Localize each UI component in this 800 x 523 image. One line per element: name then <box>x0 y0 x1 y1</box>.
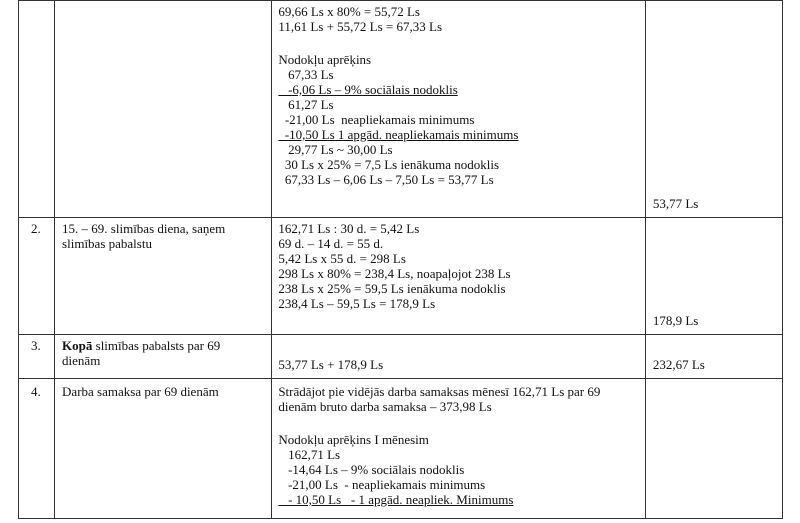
row-calculation-cell <box>272 379 645 519</box>
row-number-cell <box>19 379 55 519</box>
row-number: 3. <box>31 338 41 353</box>
calc-line: 238 Ls x 25% = 59,5 Ls ienākuma nodoklis <box>278 281 506 296</box>
calc-line: 67,33 Ls – 6,06 Ls – 7,50 Ls = 53,77 Ls <box>278 172 494 187</box>
calc-line <box>278 34 644 49</box>
row-number: 2. <box>31 221 41 236</box>
row-calculation-cell <box>272 1 645 218</box>
row-description-cell <box>55 335 272 379</box>
row-number-cell <box>19 335 55 379</box>
table-row <box>19 1 783 218</box>
calc-line: 162,71 Ls <box>278 447 341 462</box>
result-value: 178,9 Ls <box>652 313 699 328</box>
calc-line: -10,50 Ls 1 apgād. neapliekamais minimums <box>278 127 519 142</box>
calc-line: -14,64 Ls – 9% sociālais nodoklis <box>278 462 465 477</box>
row-result-cell <box>645 218 782 335</box>
calc-line: 238,4 Ls – 59,5 Ls = 178,9 Ls <box>278 296 436 311</box>
calc-line: 53,77 Ls + 178,9 Ls <box>278 357 384 372</box>
calc-line <box>278 414 644 429</box>
row-calculation-cell <box>272 218 645 335</box>
description-line <box>62 338 271 353</box>
calc-line: Nodokļu aprēķins <box>278 52 372 67</box>
table-row <box>19 335 783 379</box>
result-value: 232,67 Ls <box>652 357 705 372</box>
calc-line: -21,00 Ls neapliekamais minimums <box>278 112 475 127</box>
row-description-cell <box>55 379 272 519</box>
description-text: slimības pabalsts par 69 <box>92 338 221 353</box>
row-description-cell <box>55 218 272 335</box>
row-calculation-cell <box>272 335 645 379</box>
calc-line: 69,66 Ls x 80% = 55,72 Ls <box>278 4 420 19</box>
calc-line: Nodokļu aprēķins I mēnesim <box>278 432 429 447</box>
result-value: 53,77 Ls <box>652 196 699 211</box>
calc-line: 61,27 Ls <box>278 97 334 112</box>
row-result-cell <box>645 1 782 218</box>
description-line: 15. – 69. slimības diena, saņem <box>62 221 226 236</box>
description-line: slimības pabalstu <box>62 236 152 251</box>
calc-line: -21,00 Ls - neapliekamais minimums <box>278 477 486 492</box>
table-row <box>19 379 783 519</box>
calc-line: 298 Ls x 80% = 238,4 Ls, noapaļojot 238 Ls <box>278 266 511 281</box>
table-row <box>19 218 783 335</box>
description-line: dienām <box>62 353 101 368</box>
calc-line: - 10,50 Ls - 1 apgād. neapliek. Minimums <box>278 492 514 507</box>
calc-line: dienām bruto darba samaksa – 373,98 Ls <box>278 399 492 414</box>
row-result-cell <box>645 335 782 379</box>
calc-line: 67,33 Ls <box>278 67 334 82</box>
total-label: Kopā <box>62 338 93 353</box>
row-number-cell <box>19 218 55 335</box>
row-result-cell <box>645 379 782 519</box>
description-line: Darba samaksa par 69 dienām <box>62 384 219 399</box>
row-description-cell <box>55 1 272 218</box>
calculation-table <box>18 0 783 519</box>
calc-line: 29,77 Ls ~ 30,00 Ls <box>278 142 393 157</box>
calc-line: 5,42 Ls x 55 d. = 298 Ls <box>278 251 406 266</box>
calc-line: 69 d. – 14 d. = 55 d. <box>278 236 384 251</box>
row-number-cell <box>19 1 55 218</box>
calc-line: 30 Ls x 25% = 7,5 Ls ienākuma nodoklis <box>278 157 500 172</box>
calc-line: 11,61 Ls + 55,72 Ls = 67,33 Ls <box>278 19 443 34</box>
calc-line: -6,06 Ls – 9% sociālais nodoklis <box>278 82 458 97</box>
calc-line: Strādājot pie vidējās darba samaksas mēnesī 162,71 Ls par 69 <box>278 384 601 399</box>
calc-line: 162,71 Ls : 30 d. = 5,42 Ls <box>278 221 420 236</box>
row-number: 4. <box>31 384 41 399</box>
